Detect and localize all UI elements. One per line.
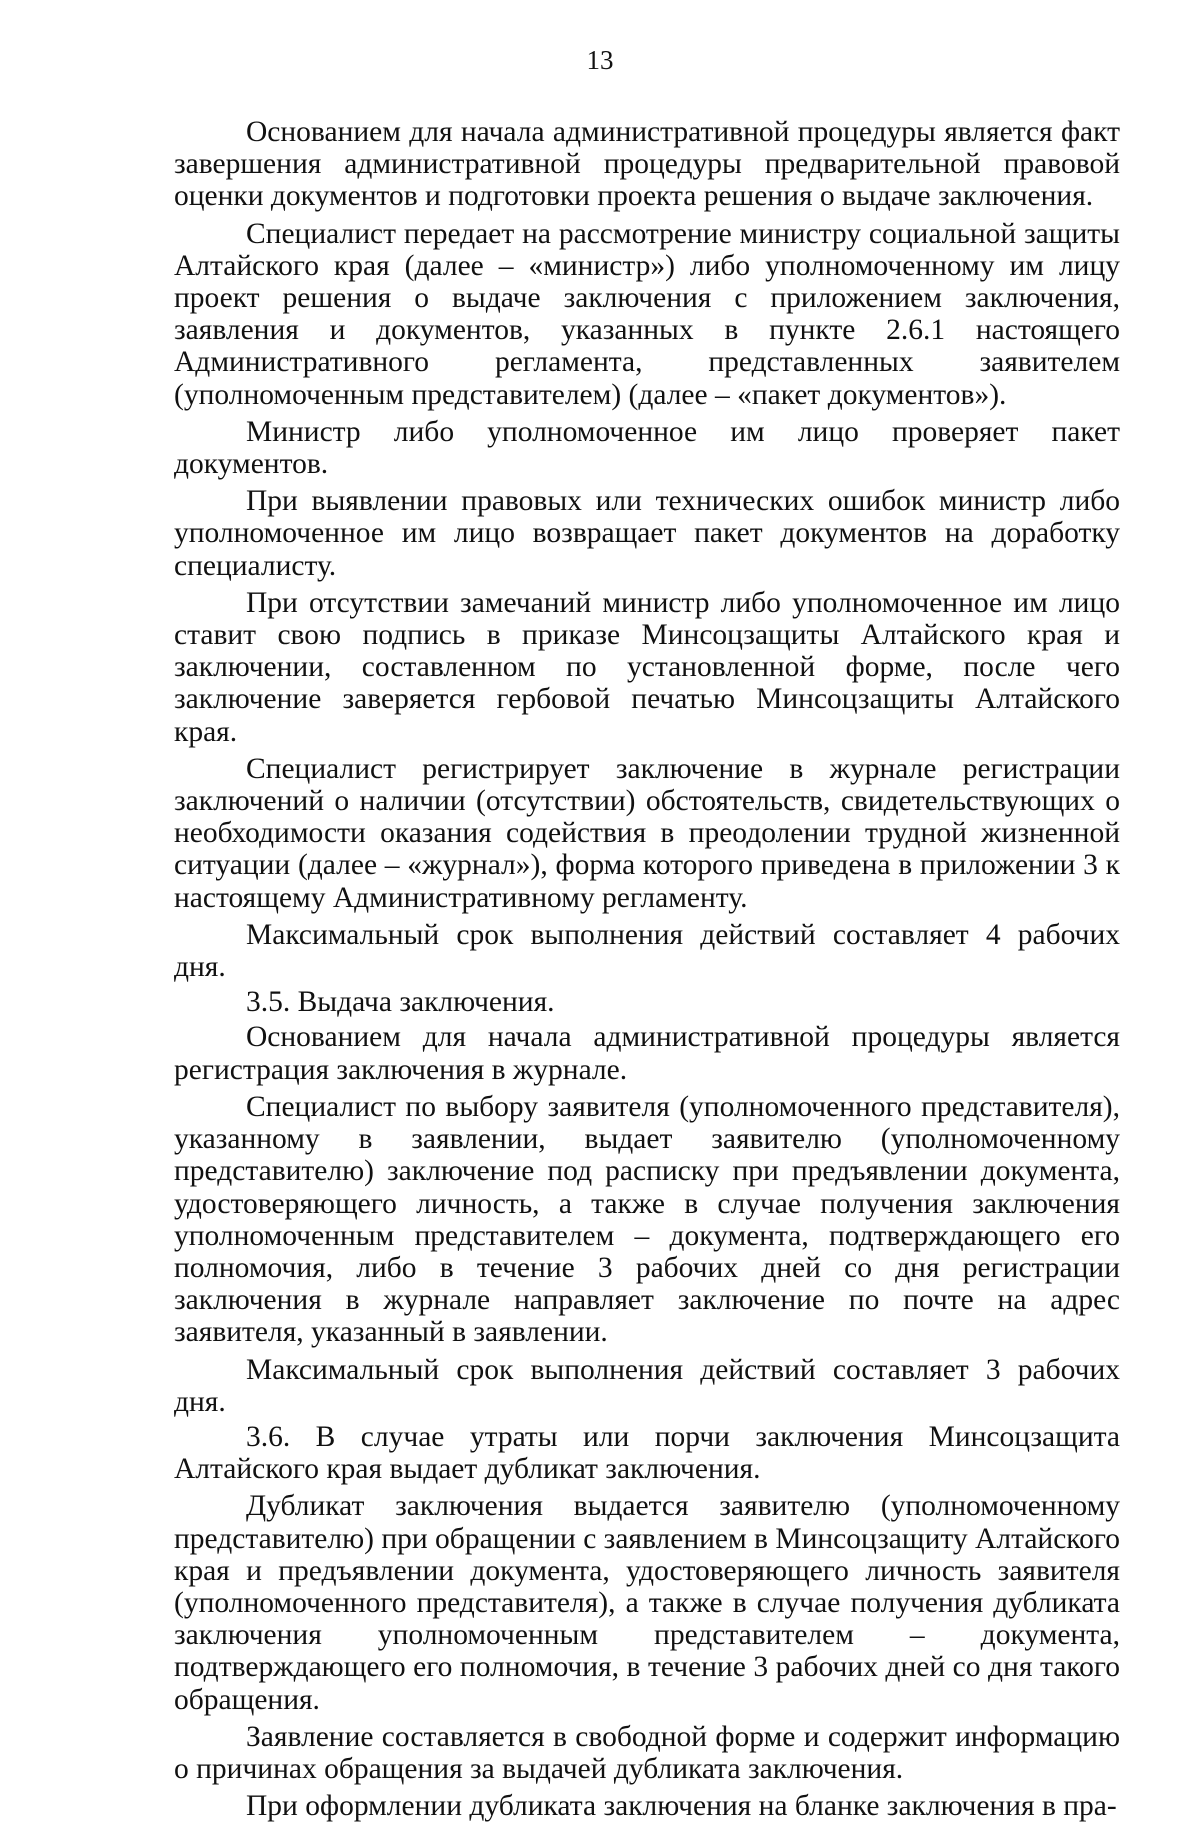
paragraph-max-term-4-days: Максимальный срок выполнения действий составляет 4 рабочих дня. bbox=[174, 918, 1120, 984]
paragraph-free-form-application: Заявление составляется в свободной форме и содержит информацию о причинах обращения за выдачей дубликата заключения. bbox=[174, 1720, 1120, 1785]
paragraph-procedure-basis: Основанием для начала административной процедуры является факт завершения административной процедуры предварительной правовой оценки документов и подготовки проекта решения о выдаче заключения. bbox=[174, 116, 1120, 213]
paragraph-specialist-submits: Специалист передает на рассмотрение министру социальной защиты Алтайского края (далее – «министр») либо уполномоченному им лицу проект решения о выдаче заключения с приложением заключения, заявления и документов, указанных в пункте 2.6.1 настоящего Административного регламента, представленных заявителем (уполномоченным представителем) (далее – «пакет документов»). bbox=[174, 217, 1120, 411]
document-body bbox=[174, 116, 1120, 1827]
page-number: 13 bbox=[586, 45, 614, 75]
section-3-5-heading: 3.5. Выдача заключения. bbox=[246, 986, 555, 1019]
paragraph-errors-return: При выявлении правовых или технических ошибок министр либо уполномоченное им лицо возвращает пакет документов на доработку специалисту. bbox=[174, 485, 1120, 582]
paragraph-duplicate-issued: Дубликат заключения выдается заявителю (уполномоченному представителю) при обращении с заявлением в Минсоцзащиту Алтайского края и предъявлении документа, удостоверяющего личность заявителя (уполномоченного представителя), а также в случае получения дубликата заключения уполномоченным представителем – документа, подтверждающего его полномочия, в течение 3 рабочих дней со дня такого обращения. bbox=[174, 1490, 1120, 1716]
paragraph-issue-basis: Основанием для начала административной процедуры является регистрация заключения в журнале. bbox=[174, 1021, 1120, 1086]
paragraph-max-term-3-days: Максимальный срок выполнения действий составляет 3 рабочих дня. bbox=[174, 1353, 1120, 1418]
paragraph-issue-method: Специалист по выбору заявителя (уполномоченного представителя), указанному в заявлении, выдает заявителю (уполномоченному представителю) заключение под расписку при предъявлении документа, удостоверяющего личность, а также в случае получения заключения уполномоченным представителем – документа, подтверждающего его полномочия, либо в течение 3 рабочих дней со дня регистрации заключения в журнале направляет заключение по почте на адрес заявителя, указанный в заявлении. bbox=[174, 1090, 1120, 1349]
section-3-6-duplicate: 3.6. В случае утраты или порчи заключения Минсоцзащита Алтайского края выдает дубликат заключения. bbox=[174, 1420, 1120, 1486]
paragraph-duplicate-form: При оформлении дубликата заключения на бланке заключения в пра- bbox=[246, 1790, 1117, 1823]
paragraph-minister-checks: Министр либо уполномоченное им лицо проверяет пакет документов. bbox=[174, 415, 1120, 481]
paragraph-registration-journal: Специалист регистрирует заключение в журнале регистрации заключений о наличии (отсутствии) обстоятельств, свидетельствующих о необходимости оказания содействия в преодолении трудной жизненной ситуации (далее – «журнал»), форма которого приведена в приложении 3 к настоящему Административному регламенту. bbox=[174, 752, 1120, 914]
paragraph-no-remarks-signature: При отсутствии замечаний министр либо уполномоченное им лицо ставит свою подпись в приказе Минсоцзащиты Алтайского края и заключении, составленном по установленной форме, после чего заключение заверяется гербовой печатью Минсоцзащиты Алтайского края. bbox=[174, 586, 1120, 748]
